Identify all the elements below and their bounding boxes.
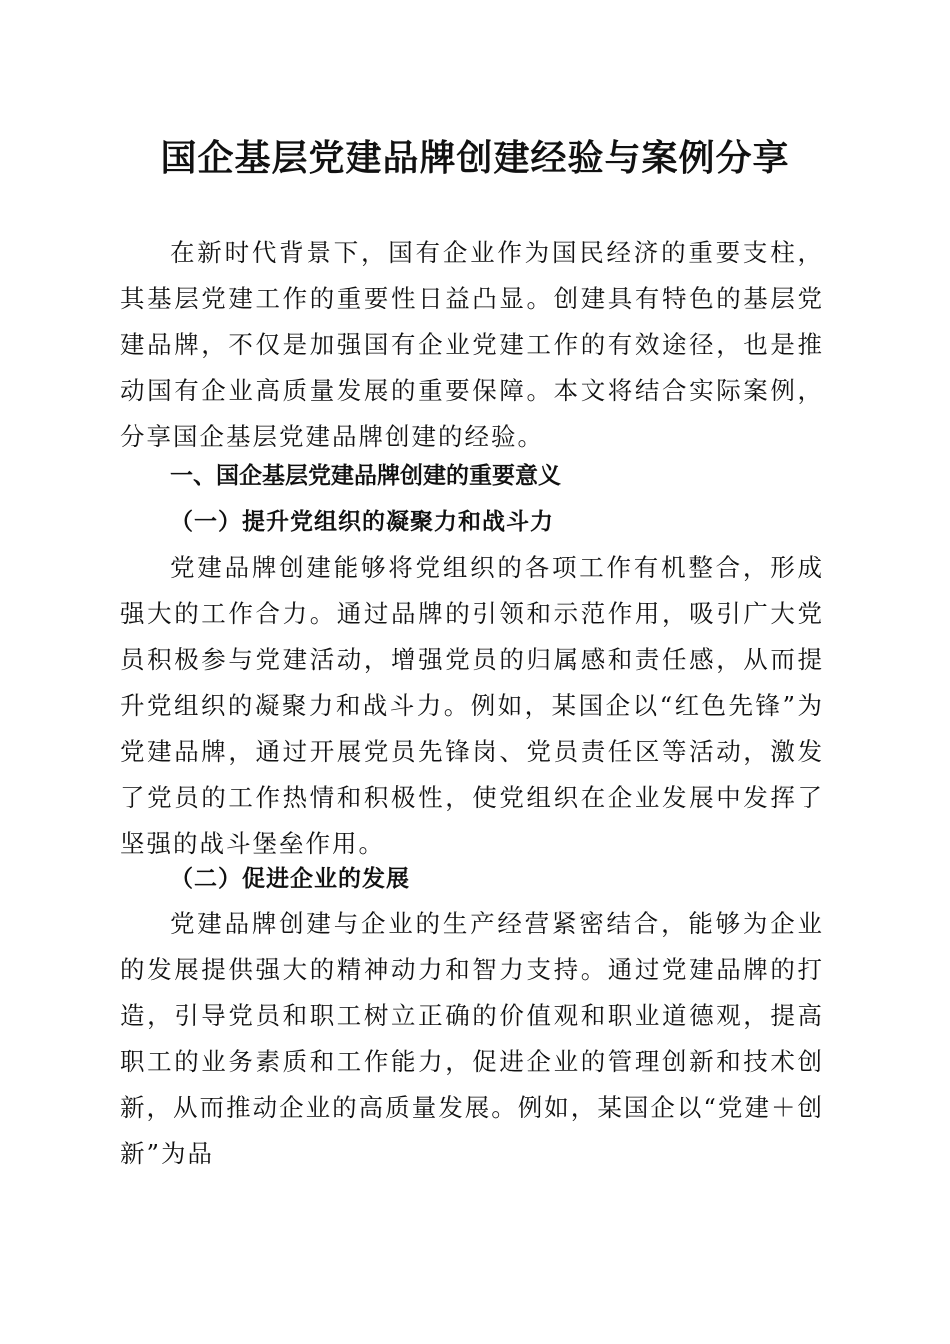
subsection-heading: （一）提升党组织的凝聚力和战斗力 bbox=[170, 508, 554, 535]
document-title: 国企基层党建品牌创建经验与案例分享 bbox=[160, 137, 790, 179]
body-paragraph: 党建品牌创建能够将党组织的各项工作有机整合，形成强大的工作合力。通过品牌的引领和示范作用，吸引广大党员积极参与党建活动，增强党员的归属感和责任感，从而提升党组织的凝聚力和战斗力。例如，某国企以“红色先锋”为党建品牌，通过开展党员先锋岗、党员责任区等活动，激发了党员的工作热情和积极性，使党组织在企业发展中发挥了坚强的战斗堡垒作用。 bbox=[120, 553, 824, 858]
section-heading: 一、国企基层党建品牌创建的重要意义 bbox=[170, 463, 561, 489]
subsection-heading: （二）促进企业的发展 bbox=[170, 865, 410, 892]
body-paragraph: 党建品牌创建与企业的生产经营紧密结合，能够为企业的发展提供强大的精神动力和智力支持。通过党建品牌的打造，引导党员和职工树立正确的价值观和职业道德观，提高职工的业务素质和工作能力，促进企业的管理创新和技术创新，从而推动企业的高质量发展。例如，某国企以“党建＋创新”为品 bbox=[120, 909, 824, 1168]
intro-paragraph: 在新时代背景下，国有企业作为国民经济的重要支柱，其基层党建工作的重要性日益凸显。创建具有特色的基层党建品牌，不仅是加强国有企业党建工作的有效途径，也是推动国有企业高质量发展的重要保障。本文将结合实际案例，分享国企基层党建品牌创建的经验。 bbox=[120, 238, 824, 451]
